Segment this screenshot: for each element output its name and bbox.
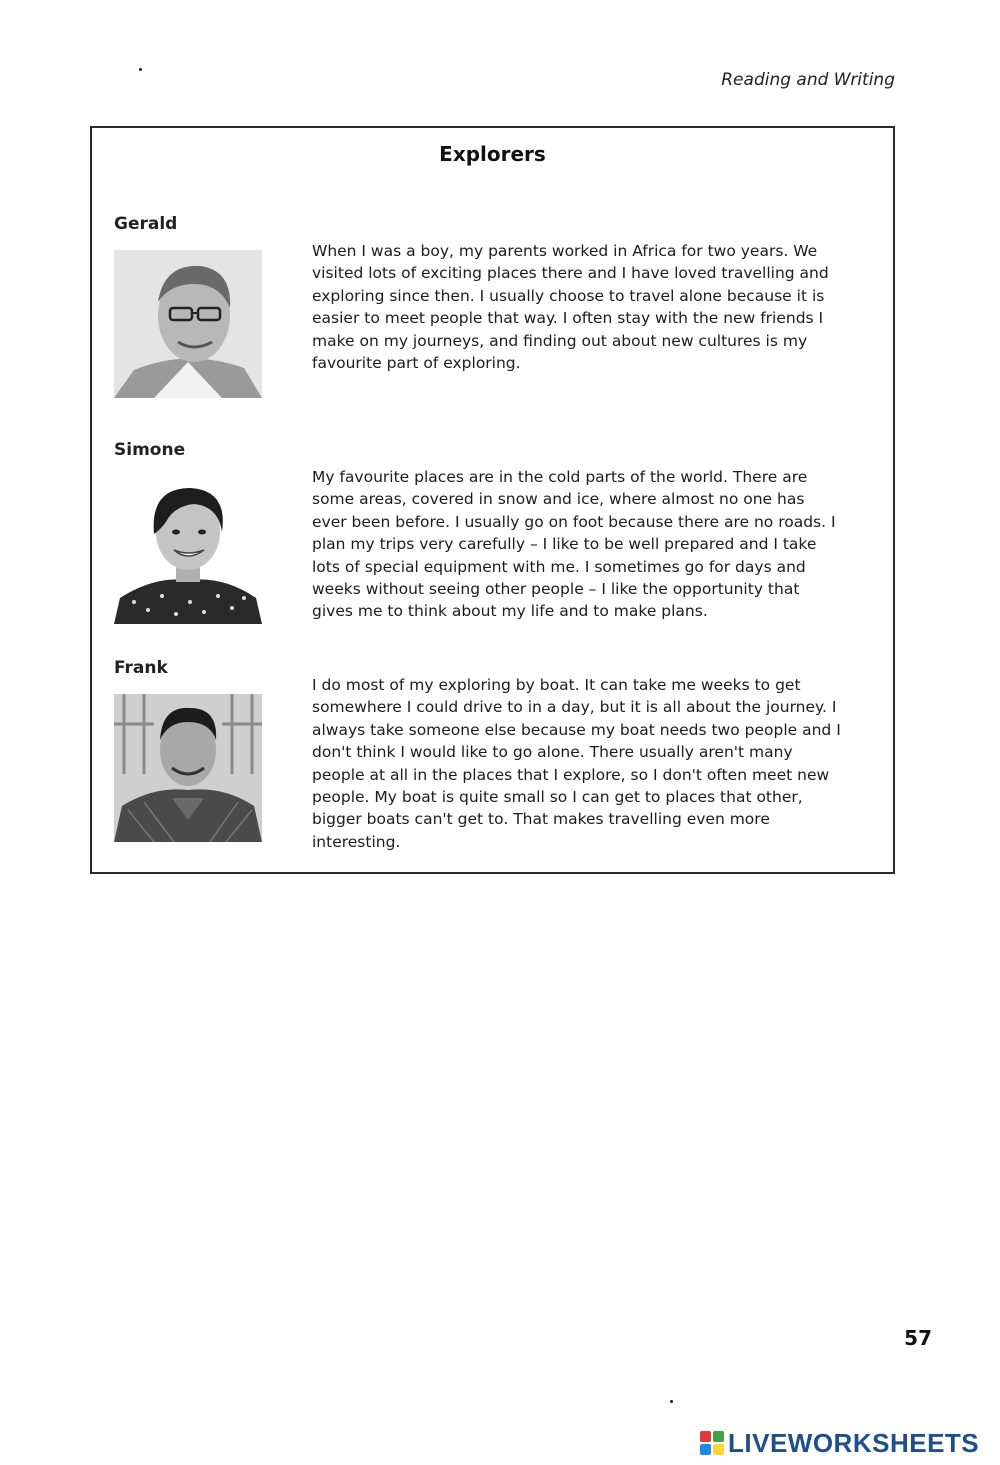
man-with-glasses-photo — [114, 250, 262, 398]
stray-dot — [670, 1400, 673, 1403]
explorer-name-simone: Simone — [114, 440, 186, 460]
liveworksheets-logo-icon — [700, 1431, 724, 1455]
stray-dot — [139, 68, 142, 71]
liveworksheets-brand[interactable] — [700, 1428, 979, 1458]
explorer-name-frank: Frank — [114, 658, 168, 678]
brand-name: LIVEWORKSHEETS — [728, 1427, 980, 1458]
explorers-panel — [90, 126, 895, 874]
explorer-text-simone: My favourite places are in the cold parts of the world. There are some areas, covered in snow and ice, where almost no one has ever been before. I usually go on foot because there are no roads. I plan my trips very carefully – I like to be well prepared and I take lots of special equipment with me. I sometimes go for days and weeks without seeing other people – I like the opportunity that gives me to think about my life and to make plans. — [312, 468, 836, 621]
explorer-name-gerald: Gerald — [114, 214, 178, 234]
explorer-text-gerald: When I was a boy, my parents worked in Africa for two years. We visited lots of exciting places there and I have loved travelling and exploring since then. I usually choose to travel alone because it is easier to meet people that way. I often stay with the new friends I make on my journeys, and finding out about new cultures is my favourite part of exploring. — [312, 242, 829, 373]
panel-title: Explorers — [439, 142, 546, 166]
young-man-checked-shirt-photo — [114, 694, 262, 842]
section-header: Reading and Writing — [721, 70, 895, 90]
smiling-woman-photo — [114, 476, 262, 624]
page-number: 57 — [904, 1326, 932, 1350]
explorer-text-frank: I do most of my exploring by boat. It can take me weeks to get somewhere I could drive to in a day, but it is all about the journey. I always take someone else because my boat needs two people and I don't think I would like to go alone. There usually aren't many people at all in the places that I explore, so I don't often meet new people. My boat is quite small so I can get to places that other, bigger boats can't get to. That makes travelling even more interesting. — [312, 676, 841, 851]
